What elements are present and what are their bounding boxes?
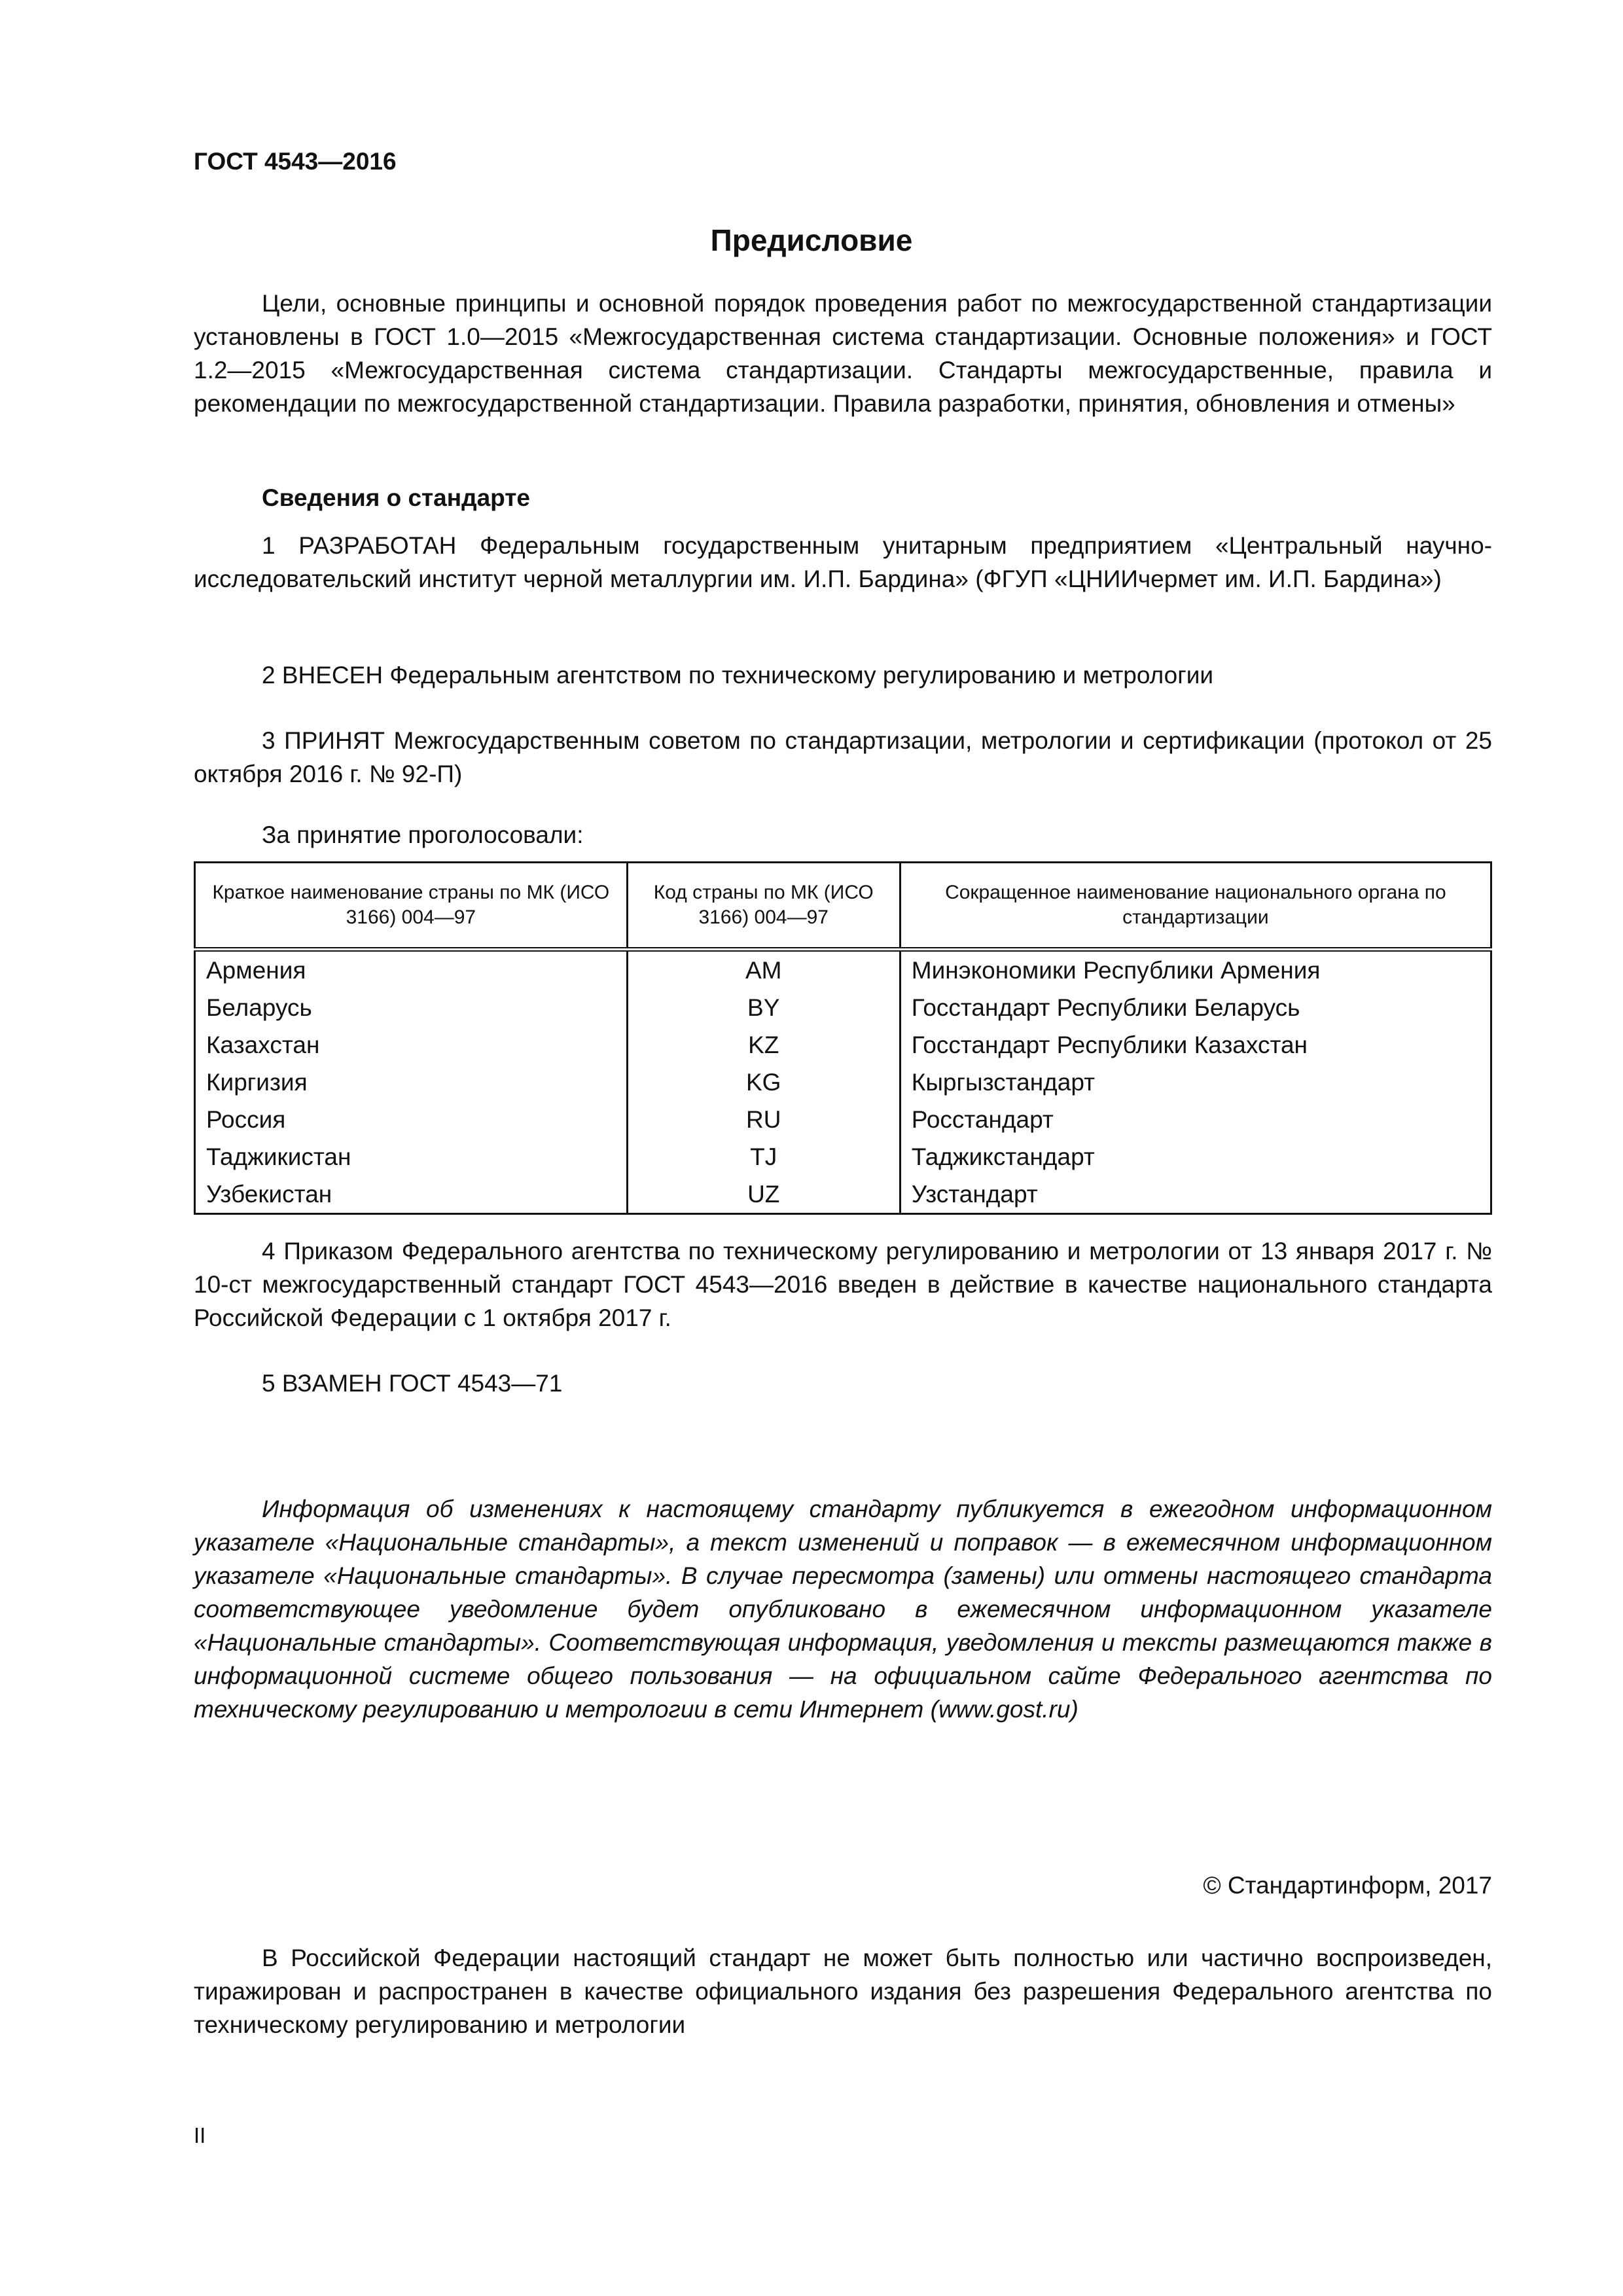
- country-code: RU: [627, 1101, 900, 1138]
- rights-notice: В Российской Федерации настоящий стандарт не может быть полностью или частично воспроизведен, тиражирован и распространен в качестве официального издания без разрешения Федерального агентства по техническому регулированию и метрологии: [194, 1945, 1492, 2038]
- item-5-replaces: 5 ВЗАМЕН ГОСТ 4543—71: [262, 1370, 563, 1397]
- country-name: Россия: [195, 1101, 628, 1138]
- table-row: [195, 1101, 1491, 1138]
- header-country-code: Код страны по МК (ИСО 3166) 004—97: [627, 863, 900, 950]
- country-name: Беларусь: [195, 989, 628, 1026]
- standards-body: Узстандарт: [900, 1175, 1491, 1214]
- table-row: [195, 950, 1491, 990]
- country-code: KG: [627, 1064, 900, 1101]
- copyright-notice: © Стандартинформ, 2017: [1203, 1872, 1492, 1899]
- country-code: BY: [627, 989, 900, 1026]
- country-code: TJ: [627, 1138, 900, 1175]
- country-name: Армения: [195, 950, 628, 990]
- country-name: Киргизия: [195, 1064, 628, 1101]
- voted-label: За принятие проголосовали:: [262, 821, 584, 848]
- standards-body: Росстандарт: [900, 1101, 1491, 1138]
- item-1-developed: 1 РАЗРАБОТАН Федеральным государственным унитарным предприятием «Центральный научно-исследовательский институт черной металлургии им. И.П. Бардина» (ФГУП «ЦНИИчермет им. И.П. Бардина»): [194, 532, 1492, 592]
- country-code: UZ: [627, 1175, 900, 1214]
- country-code: KZ: [627, 1026, 900, 1064]
- page-number: II: [194, 2123, 206, 2147]
- table-row: [195, 1064, 1491, 1101]
- standards-body: Госстандарт Республики Беларусь: [900, 989, 1491, 1026]
- item-3-adopted: 3 ПРИНЯТ Межгосударственным советом по стандартизации, метрологии и сертификации (протокол от 25 октября 2016 г. № 92-П): [194, 727, 1492, 787]
- standards-body: Госстандарт Республики Казахстан: [900, 1026, 1491, 1064]
- amendments-information: Информация об изменениях к настоящему стандарту публикуется в ежегодном информационном указателе «Национальные стандарты», а текст изменений и поправок — в ежемесячном информационном указателе «Национальные стандарты». В случае пересмотра (замены) или отмены настоящего стандарта соответствующее уведомление будет опубликовано в ежемесячном информационном указателе «Национальные стандарты». Соответствующая информация, уведомления и тексты размещаются также в информационной системе общего пользования — на официальном сайте Федерального агентства по техническому регулированию и метрологии в сети Интернет (www.gost.ru): [194, 1496, 1492, 1723]
- table-row: [195, 1138, 1491, 1175]
- standard-code: ГОСТ 4543—2016: [194, 148, 397, 175]
- standards-body: Минэкономики Республики Армения: [900, 950, 1491, 990]
- intro-paragraph: Цели, основные принципы и основной порядок проведения работ по межгосударственной стандартизации установлены в ГОСТ 1.0—2015 «Межгосударственная система стандартизации. Основные положения» и ГОСТ 1.2—2015 «Межгосударственная система стандартизации. Стандарты межгосударственные, правила и рекомендации по межгосударственной стандартизации. Правила разработки, принятия, обновления и отмены»: [194, 290, 1492, 417]
- info-heading: Сведения о стандарте: [262, 484, 530, 511]
- table-row: [195, 989, 1491, 1026]
- item-2-introduced: 2 ВНЕСЕН Федеральным агентством по техническому регулированию и метрологии: [262, 662, 1214, 689]
- table-header-row: [195, 863, 1491, 950]
- page-title: Предисловие: [710, 223, 913, 257]
- table-row: [195, 1175, 1491, 1214]
- standards-body: Таджикстандарт: [900, 1138, 1491, 1175]
- voting-states-table: [194, 861, 1492, 1215]
- header-standards-body: Сокращенное наименование национального органа по стандартизации: [900, 863, 1491, 950]
- country-name: Узбекистан: [195, 1175, 628, 1214]
- country-code: AM: [627, 950, 900, 990]
- standards-body: Кыргызстандарт: [900, 1064, 1491, 1101]
- country-name: Таджикистан: [195, 1138, 628, 1175]
- item-4-order: 4 Приказом Федерального агентства по техническому регулированию и метрологии от 13 января 2017 г. № 10-ст межгосударственный стандарт ГОСТ 4543—2016 введен в действие в качестве национального стандарта Российской Федерации с 1 октября 2017 г.: [194, 1238, 1492, 1331]
- header-country-name: Краткое наименование страны по МК (ИСО 3166) 004—97: [195, 863, 628, 950]
- table-row: [195, 1026, 1491, 1064]
- country-name: Казахстан: [195, 1026, 628, 1064]
